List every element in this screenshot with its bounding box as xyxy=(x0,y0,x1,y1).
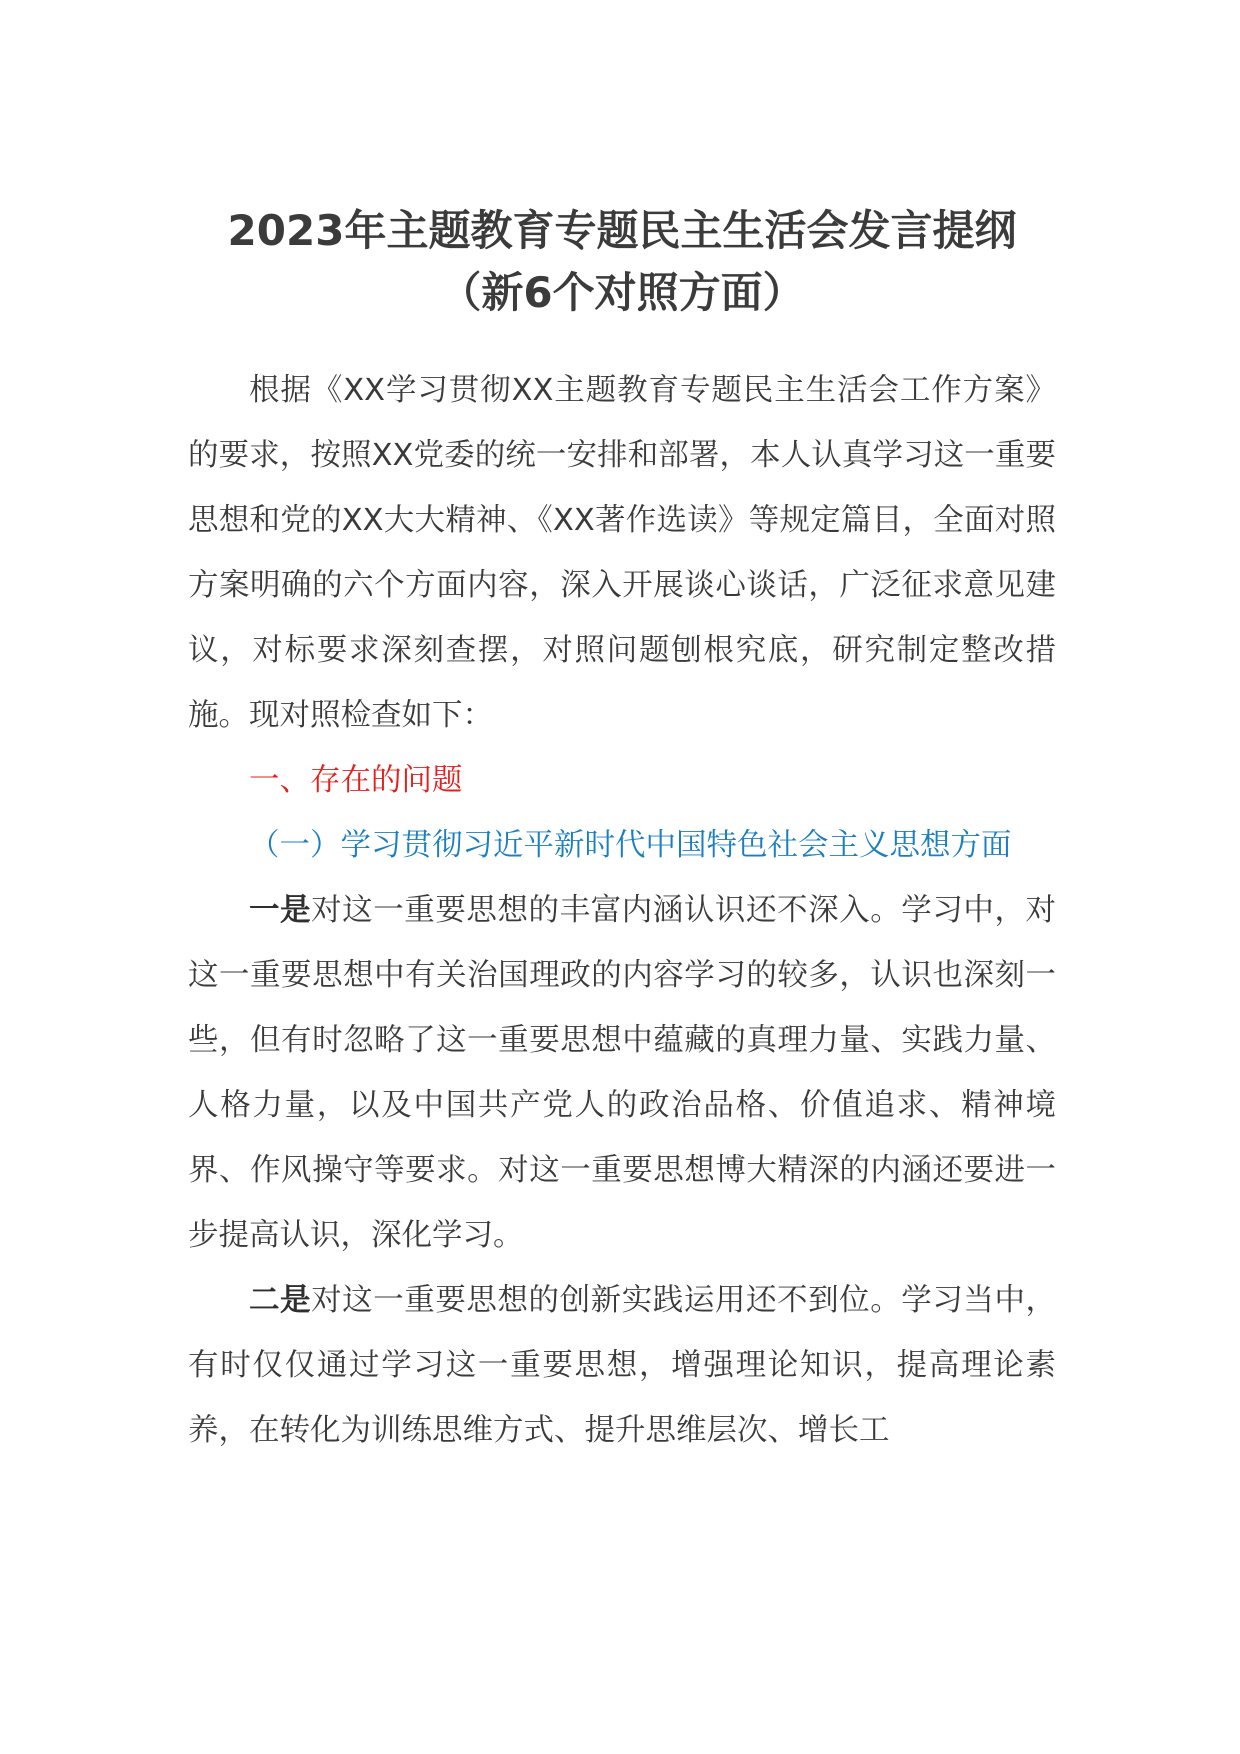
title-line-2: （新6个对照方面） xyxy=(439,268,805,317)
point-paragraph-1 xyxy=(188,878,1056,1268)
section-heading-problems: 一、存在的问题 xyxy=(249,763,463,798)
document-title xyxy=(188,198,1056,326)
title-line-1: 2023年主题教育专题民主生活会发言提纲 xyxy=(227,206,1017,255)
intro-paragraph: 根据《XX学习贯彻XX主题教育专题民主生活会工作方案》的要求，按照XX党委的统一安排和部署，本人认真学习这一重要思想和党的XX大大精神、《XX著作选读》等规定篇目，全面对照方案明确的六个方面内容，深入开展谈心谈话，广泛征求意见建议，对标要求深刻查摆，对照问题刨根究底，研究制定整改措施。现对照检查如下： xyxy=(188,373,1056,733)
point-text-2: 对这一重要思想的创新实践运用还不到位。学习当中，有时仅仅通过学习这一重要思想，增强理论知识，提高理论素养，在转化为训练思维方式、提升思维层次、增长工 xyxy=(188,1283,1057,1448)
subsection-heading-thought: （一）学习贯彻习近平新时代中国特色社会主义思想方面 xyxy=(249,828,1012,863)
point-paragraph-2 xyxy=(188,1268,1056,1463)
document-body xyxy=(188,198,1056,1463)
point-text-1: 对这一重要思想的丰富内涵认识还不深入。学习中，对这一重要思想中有关治国理政的内容学习的较多，认识也深刻一些，但有时忽略了这一重要思想中蕴藏的真理力量、实践力量、人格力量，以及中国共产党人的政治品格、价值追求、精神境界、作风操守等要求。对这一重要思想博大精深的内涵还要进一步提高认识，深化学习。 xyxy=(188,893,1057,1253)
point-lead-1: 一是 xyxy=(249,893,312,928)
point-lead-2: 二是 xyxy=(249,1283,312,1318)
